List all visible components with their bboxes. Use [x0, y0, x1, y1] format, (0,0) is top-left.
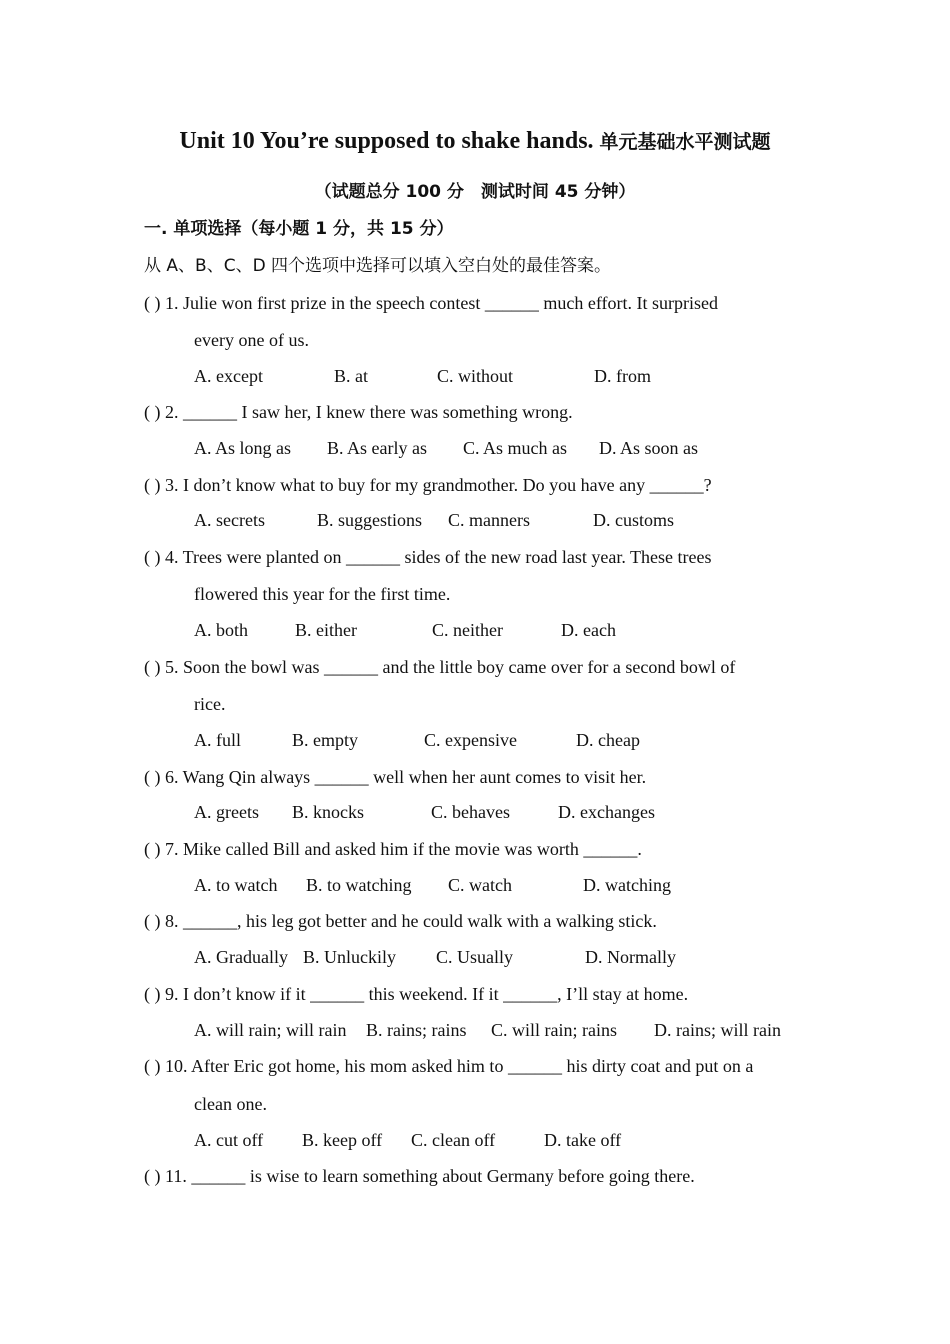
title-english: Unit 10 You’re supposed to shake hands.	[179, 128, 594, 154]
option-c: C. As much as	[463, 438, 568, 458]
option-b: B. empty	[292, 730, 358, 750]
question-9-line-1: ( ) 9. I don’t know if it ______ this weekend. If it ______, I’ll stay at home.	[144, 984, 689, 1004]
option-b: B. Unluckily	[303, 947, 396, 967]
question-8-line-1: ( ) 8. ______, his leg got better and he could walk with a walking stick.	[144, 911, 657, 931]
question-1-line-1: ( ) 1. Julie won first prize in the speech contest ______ much effort. It surprised	[144, 293, 719, 313]
title-chinese: 单元基础水平测试题	[599, 131, 771, 153]
option-c: C. behaves	[431, 802, 510, 822]
option-d: D. customs	[593, 510, 674, 530]
option-b: B. keep off	[302, 1130, 383, 1150]
question-1-line-2: every one of us.	[194, 330, 309, 350]
option-c: C. clean off	[411, 1130, 496, 1150]
option-a: A. both	[194, 620, 248, 640]
document-subtitle: （试题总分 100 分 测试时间 45 分钟）	[314, 182, 636, 202]
section-heading: 一. 单项选择（每小题 1 分，共 15 分）	[144, 219, 454, 239]
option-d: D. take off	[544, 1130, 622, 1150]
question-7-line-1: ( ) 7. Mike called Bill and asked him if the movie was worth ______.	[144, 839, 642, 859]
option-d: D. each	[561, 620, 616, 640]
option-c: C. without	[437, 366, 514, 386]
question-5-line-2: rice.	[194, 694, 226, 714]
option-d: D. watching	[583, 875, 671, 895]
option-c: C. manners	[448, 510, 530, 530]
option-a: A. full	[194, 730, 241, 750]
option-a: A. Gradually	[194, 947, 288, 967]
section-instruction: 从 A、B、C、D 四个选项中选择可以填入空白处的最佳答案。	[144, 256, 612, 276]
document-title	[0, 124, 950, 159]
option-b: B. knocks	[292, 802, 364, 822]
question-11-line-1: ( ) 11. ______ is wise to learn something about Germany before going there.	[144, 1166, 695, 1186]
question-4-line-2: flowered this year for the first time.	[194, 584, 451, 604]
option-d: D. cheap	[576, 730, 640, 750]
question-2-line-1: ( ) 2. ______ I saw her, I knew there was something wrong.	[144, 402, 573, 422]
option-b: B. suggestions	[317, 510, 423, 530]
question-10-line-1: ( ) 10. After Eric got home, his mom asked him to ______ his dirty coat and put on a	[144, 1056, 754, 1076]
option-b: B. As early as	[327, 438, 427, 458]
question-3-line-1: ( ) 3. I don’t know what to buy for my grandmother. Do you have any ______?	[144, 475, 712, 495]
option-a: A. greets	[194, 802, 259, 822]
option-d: D. from	[594, 366, 651, 386]
option-d: D. exchanges	[558, 802, 655, 822]
option-b: B. to watching	[306, 875, 412, 895]
option-a: A. to watch	[194, 875, 278, 895]
question-5-line-1: ( ) 5. Soon the bowl was ______ and the little boy came over for a second bowl of	[144, 657, 736, 677]
option-a: A. cut off	[194, 1130, 264, 1150]
question-4-line-1: ( ) 4. Trees were planted on ______ sides of the new road last year. These trees	[144, 547, 712, 567]
option-d: D. As soon as	[599, 438, 699, 458]
option-a: A. will rain; will rain	[194, 1020, 347, 1040]
option-c: C. Usually	[436, 947, 514, 967]
option-a: A. secrets	[194, 510, 265, 530]
option-a: A. As long as	[194, 438, 292, 458]
question-10-line-2: clean one.	[194, 1094, 267, 1114]
option-c: C. neither	[432, 620, 503, 640]
option-d: D. rains; will rain	[654, 1020, 781, 1040]
question-6-line-1: ( ) 6. Wang Qin always ______ well when her aunt comes to visit her.	[144, 767, 647, 787]
option-d: D. Normally	[585, 947, 676, 967]
option-b: B. either	[295, 620, 357, 640]
option-b: B. rains; rains	[366, 1020, 467, 1040]
option-b: B. at	[334, 366, 368, 386]
option-a: A. except	[194, 366, 263, 386]
option-c: C. will rain; rains	[491, 1020, 617, 1040]
option-c: C. watch	[448, 875, 512, 895]
option-c: C. expensive	[424, 730, 517, 750]
